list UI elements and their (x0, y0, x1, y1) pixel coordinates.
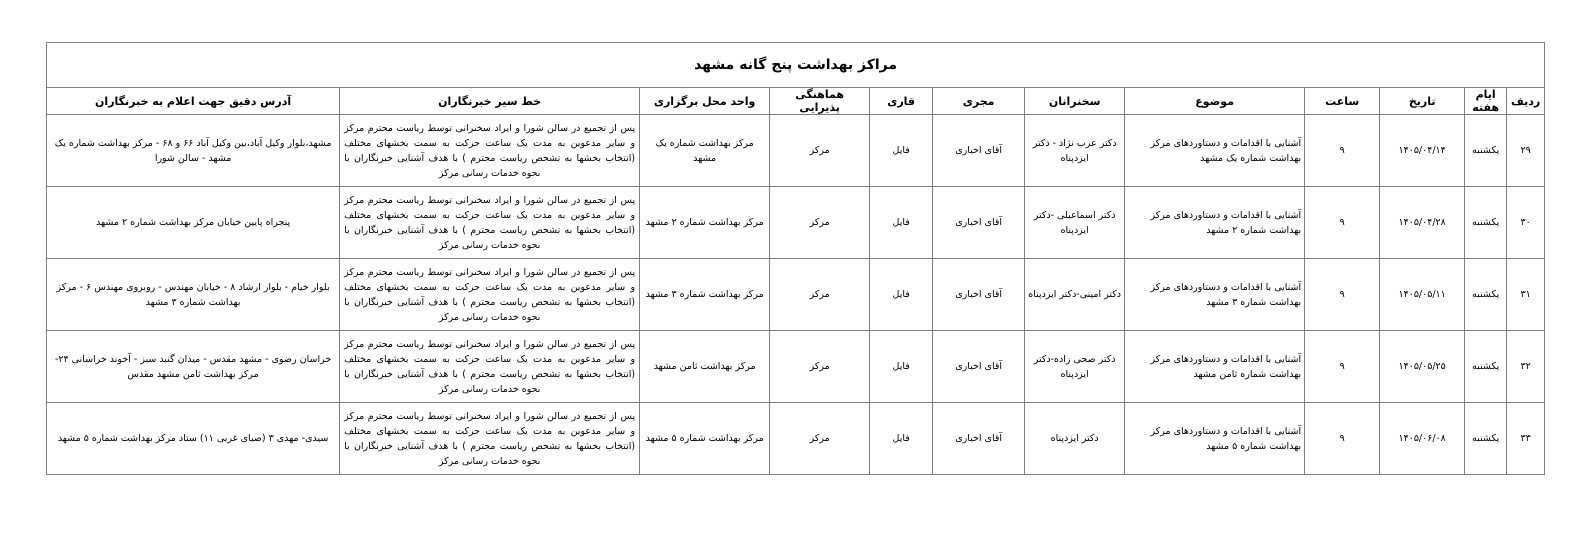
cell-venue: مرکز بهداشت شماره ۲ مشهد (640, 187, 770, 259)
cell-weekday: یکشنبه (1465, 187, 1507, 259)
cell-topic: آشنایی با اقدامات و دستاوردهای مرکز بهداشت شماره یک مشهد (1125, 115, 1305, 187)
cell-speakers: دکتر ایزدپناه (1025, 403, 1125, 475)
header-topic: موضوع (1125, 88, 1305, 115)
cell-host: آقای اخباری (933, 115, 1025, 187)
cell-row-no: ۳۰ (1507, 187, 1545, 259)
cell-date: ۱۴۰۵/۰۵/۲۵ (1380, 331, 1465, 403)
cell-host: آقای اخباری (933, 187, 1025, 259)
cell-speakers: دکتر امینی-دکتر ایزدپناه (1025, 259, 1125, 331)
cell-route: پس از تجمیع در سالن شورا و ایراد سخنرانی توسط ریاست محترم مرکز و سایر مدعوین به مدت یک ساعت حرکت به سمت بخشهای مختلف (انتخاب بخشها به تشخص ریاست محترم ) با هدف آشنایی خبرنگاران با نحوه خدمات رسانی مرکز (340, 115, 640, 187)
table-row (47, 403, 1545, 475)
cell-topic: آشنایی با اقدامات و دستاوردهای مرکز بهداشت شماره ۳ مشهد (1125, 259, 1305, 331)
cell-weekday: یکشنبه (1465, 115, 1507, 187)
table-row (47, 187, 1545, 259)
cell-host: آقای اخباری (933, 331, 1025, 403)
cell-topic: آشنایی با اقدامات و دستاوردهای مرکز بهداشت شماره ۵ مشهد (1125, 403, 1305, 475)
cell-reception: مرکز (770, 259, 870, 331)
cell-row-no: ۲۹ (1507, 115, 1545, 187)
cell-row-no: ۳۳ (1507, 403, 1545, 475)
cell-route: پس از تجمیع در سالن شورا و ایراد سخنرانی توسط ریاست محترم مرکز و سایر مدعوین به مدت یک ساعت حرکت به سمت بخشهای مختلف (انتخاب بخشها به تشخص ریاست محترم ) با هدف آشنایی خبرنگاران با نحوه خدمات رسانی مرکز (340, 259, 640, 331)
cell-venue: مرکز بهداشت شماره ۳ مشهد (640, 259, 770, 331)
table-title: مراکز بهداشت پنج گانه مشهد (47, 43, 1545, 88)
header-row-no: ردیف (1507, 88, 1545, 115)
cell-time: ۹ (1305, 115, 1380, 187)
header-venue: واحد محل برگزاری (640, 88, 770, 115)
cell-reception: مرکز (770, 403, 870, 475)
table-row (47, 115, 1545, 187)
cell-reciter: فایل (870, 403, 933, 475)
cell-date: ۱۴۰۵/۰۵/۱۱ (1380, 259, 1465, 331)
cell-speakers: دکتر عرب نژاد - دکتر ایزدپناه (1025, 115, 1125, 187)
cell-address: مشهد،بلوار وکیل آباد،بین وکیل آباد ۶۶ و ۶۸ - مرکز بهداشت شماره یک مشهد - سالن شورا (47, 115, 340, 187)
cell-address: خراسان رضوی - مشهد مقدس - میدان گنبد سبز - آخوند خراسانی ۲۴- مرکز بهداشت ثامن مشهد مقدس (47, 331, 340, 403)
cell-weekday: یکشنبه (1465, 331, 1507, 403)
cell-weekday: یکشنبه (1465, 403, 1507, 475)
header-host: مجری (933, 88, 1025, 115)
title-row (47, 43, 1545, 88)
cell-reception: مرکز (770, 331, 870, 403)
schedule-sheet (46, 42, 1544, 475)
cell-time: ۹ (1305, 259, 1380, 331)
header-reception: هماهنگی پذیرایی (770, 88, 870, 115)
cell-date: ۱۴۰۵/۰۴/۱۴ (1380, 115, 1465, 187)
cell-row-no: ۳۱ (1507, 259, 1545, 331)
cell-date: ۱۴۰۵/۰۴/۲۸ (1380, 187, 1465, 259)
header-row (47, 88, 1545, 115)
cell-venue: مرکز بهداشت شماره ۵ مشهد (640, 403, 770, 475)
header-time: ساعت (1305, 88, 1380, 115)
cell-reciter: فایل (870, 115, 933, 187)
cell-venue: مرکز بهداشت شماره یک مشهد (640, 115, 770, 187)
header-date: تاریخ (1380, 88, 1465, 115)
cell-host: آقای اخباری (933, 403, 1025, 475)
header-reciter: قاری (870, 88, 933, 115)
cell-row-no: ۳۲ (1507, 331, 1545, 403)
cell-route: پس از تجمیع در سالن شورا و ایراد سخنرانی توسط ریاست محترم مرکز و سایر مدعوین به مدت یک ساعت حرکت به سمت بخشهای مختلف (انتخاب بخشها به تشخص ریاست محترم ) با هدف آشنایی خبرنگاران با نحوه خدمات رسانی مرکز (340, 403, 640, 475)
header-route: خط سیر خبرنگاران (340, 88, 640, 115)
cell-time: ۹ (1305, 187, 1380, 259)
cell-topic: آشنایی با اقدامات و دستاوردهای مرکز بهداشت شماره ثامن مشهد (1125, 331, 1305, 403)
cell-address: سیدی- مهدی ۳ (صبای غربی ۱۱) ستاد مرکز بهداشت شماره ۵ مشهد (47, 403, 340, 475)
cell-route: پس از تجمیع در سالن شورا و ایراد سخنرانی توسط ریاست محترم مرکز و سایر مدعوین به مدت یک ساعت حرکت به سمت بخشهای مختلف (انتخاب بخشها به تشخص ریاست محترم ) با هدف آشنایی خبرنگاران با نحوه خدمات رسانی مرکز (340, 187, 640, 259)
cell-venue: مرکز بهداشت ثامن مشهد (640, 331, 770, 403)
header-weekday: ایام هفته (1465, 88, 1507, 115)
cell-host: آقای اخباری (933, 259, 1025, 331)
cell-time: ۹ (1305, 403, 1380, 475)
schedule-table (46, 42, 1545, 475)
cell-time: ۹ (1305, 331, 1380, 403)
cell-speakers: دکتر صحی زاده-دکتر ایزدپناه (1025, 331, 1125, 403)
cell-address: بلوار خیام - بلوار ارشاد ۸ - خیابان مهندس - روبروی مهندس ۶ - مرکز بهداشت شماره ۳ مشهد (47, 259, 340, 331)
table-row (47, 331, 1545, 403)
cell-route: پس از تجمیع در سالن شورا و ایراد سخنرانی توسط ریاست محترم مرکز و سایر مدعوین به مدت یک ساعت حرکت به سمت بخشهای مختلف (انتخاب بخشها به تشخص ریاست محترم ) با هدف آشنایی خبرنگاران با نحوه خدمات رسانی مرکز (340, 331, 640, 403)
cell-weekday: یکشنبه (1465, 259, 1507, 331)
cell-address: پنجراه پایین خیابان مرکز بهداشت شماره ۲ مشهد (47, 187, 340, 259)
header-address: آدرس دقیق جهت اعلام به خبرنگاران (47, 88, 340, 115)
cell-reception: مرکز (770, 115, 870, 187)
cell-speakers: دکتر اسماعیلی -دکتر ایزدپناه (1025, 187, 1125, 259)
table-row (47, 259, 1545, 331)
header-speakers: سخنرانان (1025, 88, 1125, 115)
cell-reciter: فایل (870, 331, 933, 403)
cell-reciter: فایل (870, 187, 933, 259)
cell-reciter: فایل (870, 259, 933, 331)
cell-date: ۱۴۰۵/۰۶/۰۸ (1380, 403, 1465, 475)
cell-reception: مرکز (770, 187, 870, 259)
cell-topic: آشنایی با اقدامات و دستاوردهای مرکز بهداشت شماره ۲ مشهد (1125, 187, 1305, 259)
